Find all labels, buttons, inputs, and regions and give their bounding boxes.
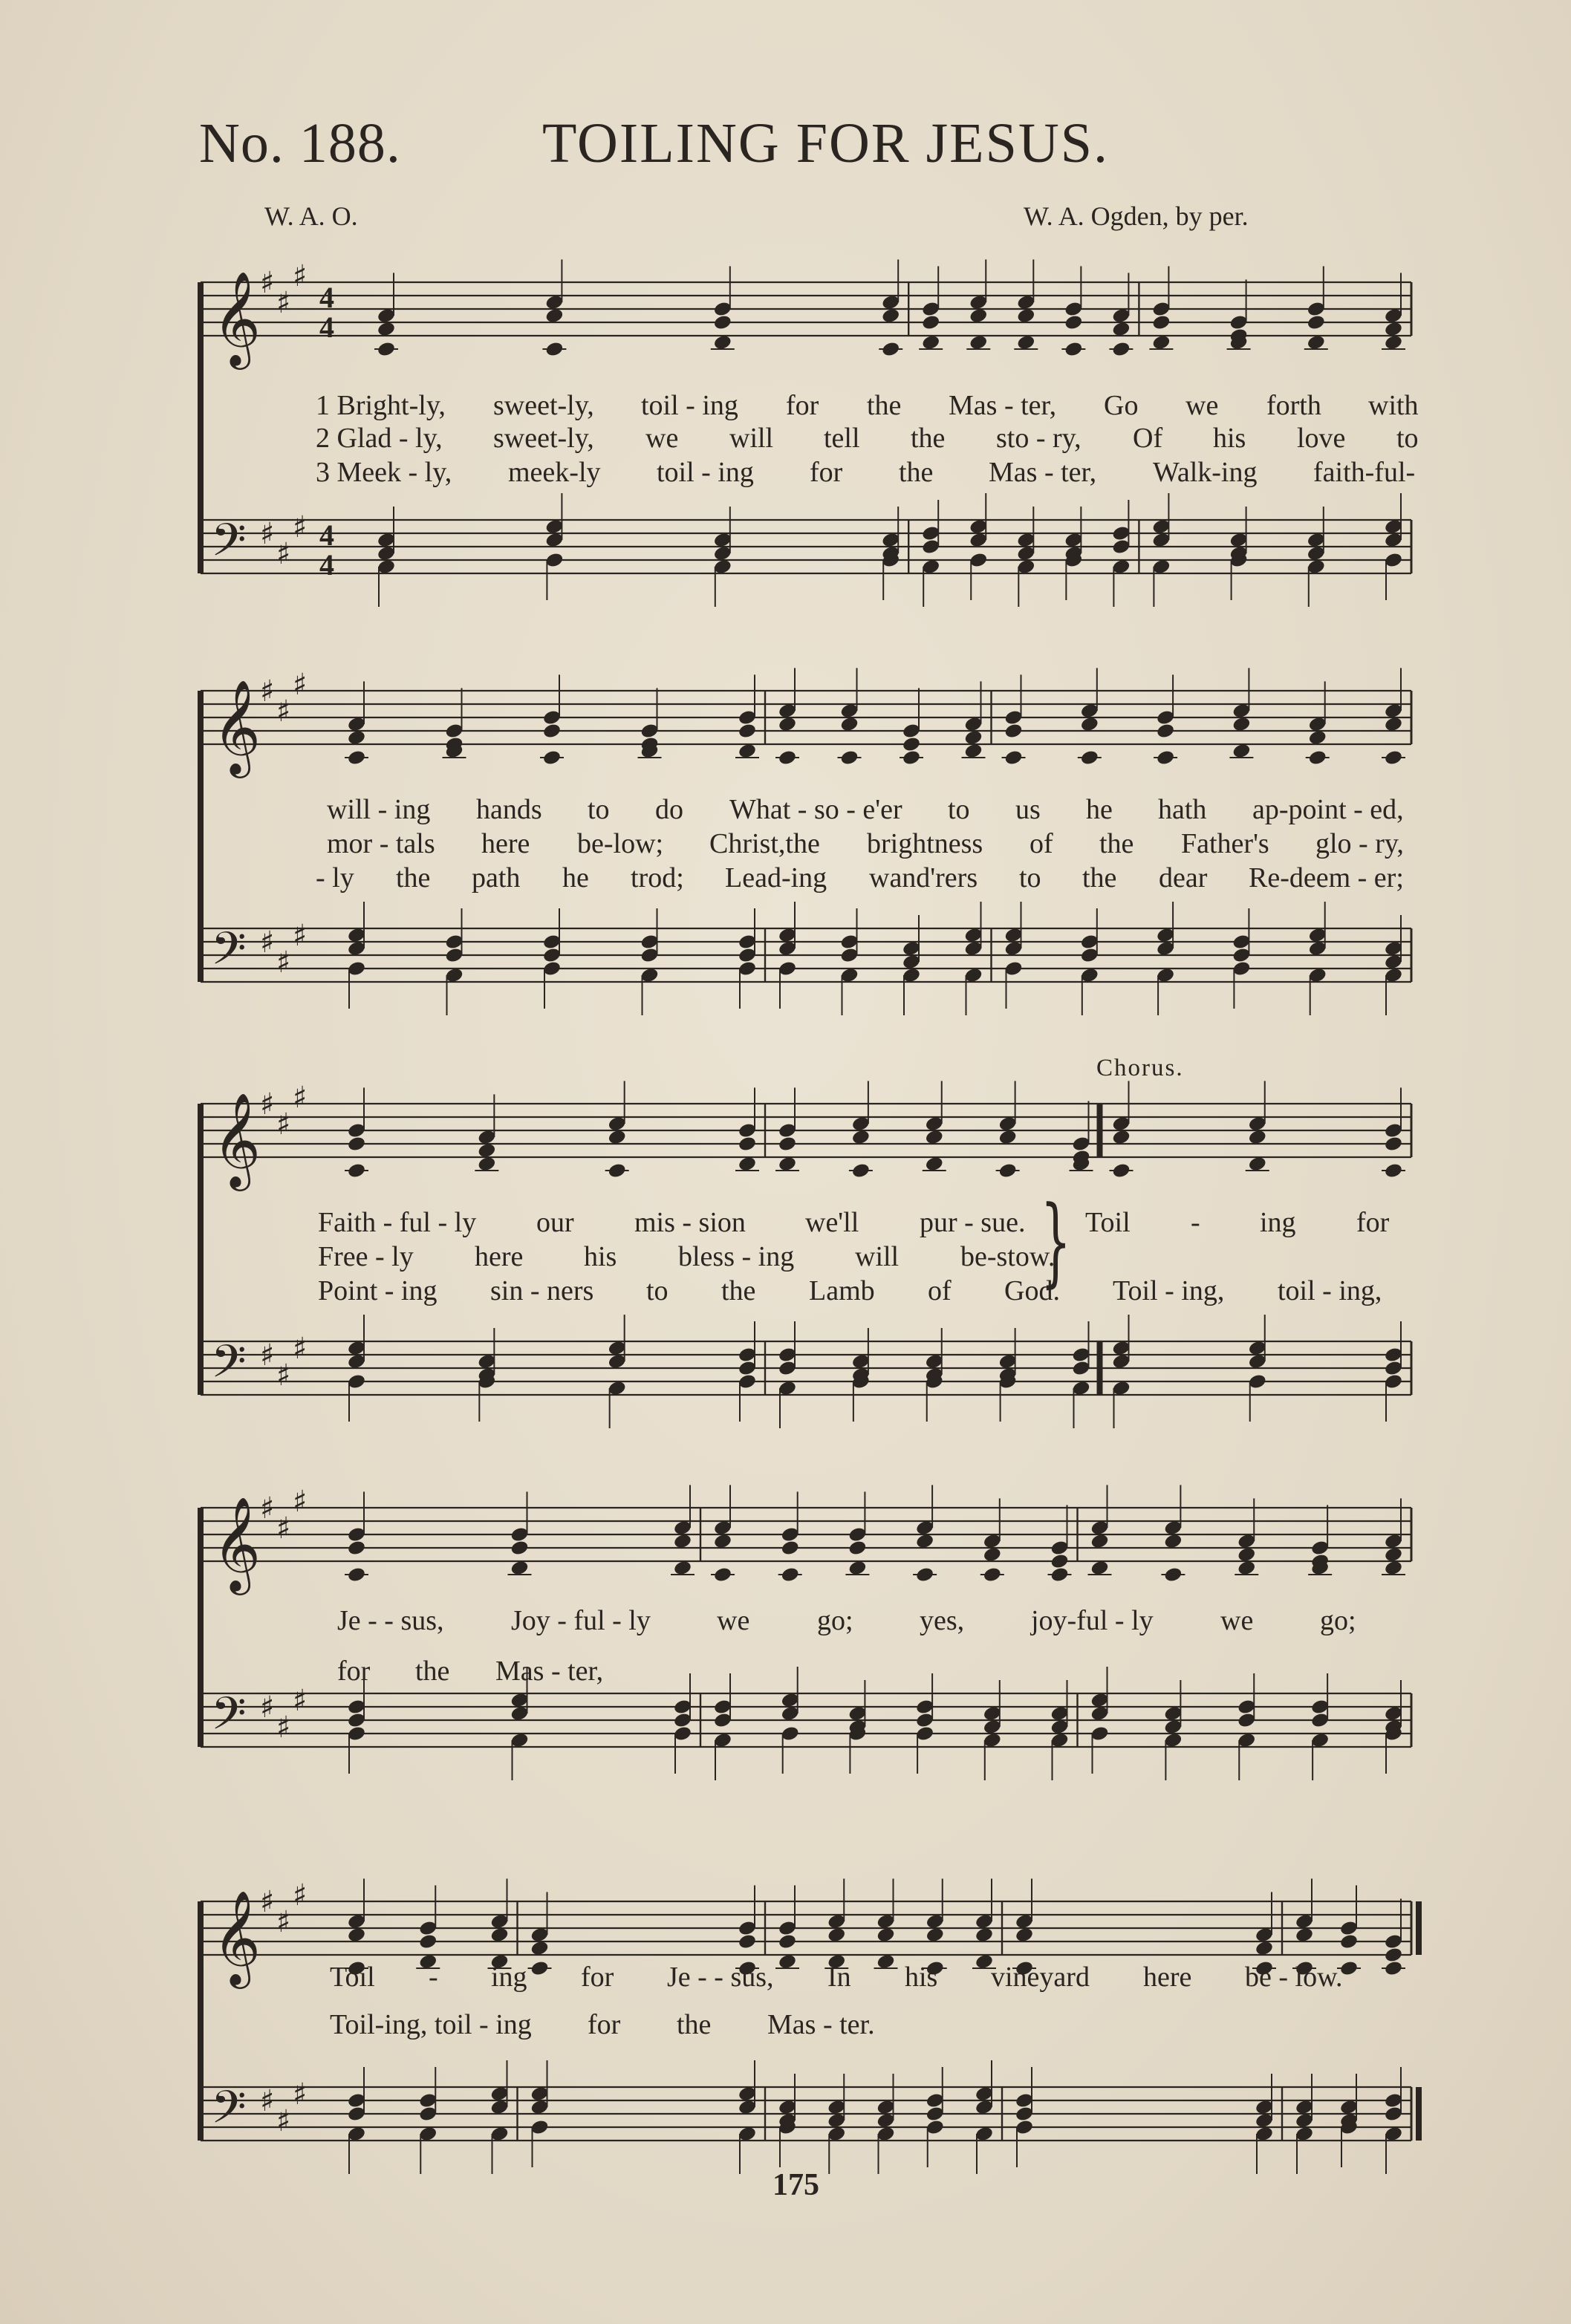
lyric-syllable: Walk-ing <box>1153 457 1258 488</box>
bass-clef-icon: 𝄢 <box>211 2081 247 2145</box>
sharp-icon: ♯ <box>293 1684 308 1718</box>
sharp-icon: ♯ <box>276 694 291 729</box>
lyric-syllable: pur - sue. <box>920 1207 1026 1238</box>
sharp-icon: ♯ <box>276 1711 291 1745</box>
notehead <box>673 1560 692 1577</box>
lyric-syllable: the <box>1082 862 1117 894</box>
notehead <box>510 1560 529 1577</box>
notehead <box>1111 321 1131 338</box>
lyric-syllable: we'll <box>805 1207 859 1238</box>
bass-clef-icon: 𝄢 <box>211 1335 247 1399</box>
lyric-syllable: sin - ners <box>490 1275 594 1306</box>
bass-clef-icon: 𝄢 <box>211 514 247 578</box>
lyric-syllable: sto - ry, <box>996 423 1082 454</box>
notehead <box>418 1933 438 1950</box>
sharp-icon: ♯ <box>276 1358 291 1393</box>
lyric-syllable: ap-point - ed, <box>1252 794 1404 825</box>
notehead <box>778 1933 797 1950</box>
lyric-syllable: vineyard <box>991 1962 1090 1993</box>
notehead <box>738 1933 757 1950</box>
lyric-syllable: for <box>588 2009 621 2040</box>
lyric-syllable: here <box>481 828 530 859</box>
lyric-syllable: Mas - ter, <box>495 1656 604 1687</box>
lyric-syllable: Toil - ing, <box>1113 1275 1225 1306</box>
sharp-icon: ♯ <box>293 1081 308 1115</box>
notehead <box>377 321 396 338</box>
lyric-syllable: go; <box>1320 1605 1356 1636</box>
sharp-icon: ♯ <box>276 286 291 320</box>
lyric-syllable: 2 Glad - ly, <box>316 423 443 454</box>
lyric-syllable: Christ,the <box>709 828 820 859</box>
notehead <box>778 1953 797 1970</box>
lyric-syllable: hath <box>1158 794 1207 825</box>
lyric-syllable: Je - - sus, <box>337 1605 444 1636</box>
time-signature-bass <box>319 518 334 582</box>
system-bracket <box>198 691 204 982</box>
lyric-syllable: we <box>1185 390 1219 421</box>
notehead <box>925 1129 944 1146</box>
lyric-syllable: his <box>905 1962 938 1993</box>
sharp-icon: ♯ <box>260 266 275 300</box>
bass-clef-icon: 𝄢 <box>211 922 247 986</box>
lyric-syllable: we <box>717 1605 750 1636</box>
notehead <box>1050 1553 1069 1570</box>
sharp-icon: ♯ <box>276 2104 291 2138</box>
lyric-syllable: toil - ing <box>641 390 738 421</box>
notehead <box>876 1927 895 1944</box>
notehead <box>926 1927 945 1944</box>
lyric-syllable: the <box>899 457 934 488</box>
bass-clef-icon: 𝄢 <box>211 1687 247 1751</box>
notehead <box>1384 1947 1403 1964</box>
sharp-icon: ♯ <box>260 517 275 551</box>
notehead <box>608 1129 627 1146</box>
notehead <box>1080 716 1099 733</box>
sharp-icon: ♯ <box>260 674 275 709</box>
lyric-syllable: of <box>928 1275 952 1306</box>
lyric-syllable: be - low. <box>1245 1962 1343 1993</box>
time-sig-num: 4 <box>319 281 334 314</box>
lyric-syllable: for <box>810 457 843 488</box>
lyric-syllable: the <box>677 2009 712 2040</box>
lyric-syllable: will <box>855 1241 900 1272</box>
notehead <box>1384 1546 1403 1563</box>
time-sig-num: 4 <box>319 518 334 552</box>
sharp-icon: ♯ <box>276 945 291 980</box>
notehead <box>983 1546 1002 1563</box>
lyric-syllable: bless - ing <box>678 1241 795 1272</box>
sharp-icon: ♯ <box>293 668 308 702</box>
lyric-syllable: - <box>429 1962 438 1993</box>
time-sig-den: 4 <box>319 310 334 344</box>
system-bracket <box>198 1104 204 1395</box>
clefs <box>211 668 307 986</box>
lyric-syllable: his <box>1213 423 1246 454</box>
sharp-icon: ♯ <box>293 259 308 293</box>
sharp-icon: ♯ <box>260 1491 275 1526</box>
notehead <box>1163 1533 1183 1550</box>
lyric-syllable: sweet-ly, <box>493 390 594 421</box>
lyric-syllable: glo - ry, <box>1315 828 1404 859</box>
notehead <box>1016 334 1035 351</box>
lyric-syllable: for <box>337 1656 371 1687</box>
lyric-syllable: will - ing <box>327 794 431 825</box>
notehead <box>1111 1129 1131 1146</box>
lyric-syllable: we <box>645 423 679 454</box>
clefs <box>211 1081 307 1399</box>
sharp-icon: ♯ <box>293 2077 308 2112</box>
lyric-syllable: to <box>948 794 970 825</box>
notehead <box>925 1156 944 1173</box>
lyric-syllable: meek-ly <box>508 457 601 488</box>
sharp-icon: ♯ <box>260 2084 275 2118</box>
hymn-number: No. 188. <box>199 112 401 175</box>
lyric-syllable: he <box>1086 794 1113 825</box>
lyric-syllable: the <box>721 1275 756 1306</box>
final-barline <box>1416 1901 1422 1955</box>
notehead <box>1016 307 1035 325</box>
lyric-syllable: to <box>588 794 610 825</box>
notehead <box>1339 1933 1359 1950</box>
lyric-syllable: for <box>786 390 819 421</box>
lyric-syllable: Toil-ing, toil - ing <box>330 2009 532 2040</box>
lyricist-credit: W. A. O. <box>264 201 358 231</box>
lyric-syllable: for <box>581 1962 614 1993</box>
lyric-syllable: be-stow. <box>960 1241 1056 1272</box>
notehead <box>839 716 859 733</box>
lyric-syllable: the <box>1099 828 1134 859</box>
notehead <box>1090 1533 1109 1550</box>
notehead <box>778 1156 797 1173</box>
lyric-syllable: Point - ing <box>318 1275 438 1306</box>
final-barline <box>1416 2087 1422 2141</box>
sharp-icon: ♯ <box>293 919 308 953</box>
notehead <box>1308 729 1327 746</box>
lyric-syllable: joy-ful - ly <box>1031 1605 1154 1636</box>
lyric-syllable: his <box>584 1241 617 1272</box>
lyric-syllable: trod; <box>631 862 684 894</box>
lyric-syllable: of <box>1030 828 1053 859</box>
sharp-icon: ♯ <box>260 1087 275 1122</box>
lyric-syllable: God. <box>1004 1275 1060 1306</box>
sharp-icon: ♯ <box>293 1878 308 1913</box>
sharp-icon: ♯ <box>276 537 291 571</box>
lyric-syllable: Joy - ful - ly <box>511 1605 651 1636</box>
treble-clef-icon: 𝄞 <box>212 679 261 774</box>
lyric-syllable: the <box>867 390 902 421</box>
lyric-syllable: forth <box>1266 390 1321 421</box>
notehead <box>1295 1927 1314 1944</box>
notehead <box>347 729 366 746</box>
notehead <box>489 1927 509 1944</box>
lyric-syllable: - ly <box>316 862 354 894</box>
grand-staff-4 <box>193 1485 1426 1827</box>
notehead <box>1004 723 1023 740</box>
sharp-icon: ♯ <box>260 1885 275 1919</box>
notehead <box>1090 1560 1109 1577</box>
clefs <box>211 1485 307 1751</box>
sharp-icon: ♯ <box>260 925 275 960</box>
lyric-syllable: to <box>1019 862 1041 894</box>
notehead <box>713 314 732 331</box>
composer-credit: W. A. Ogden, by per. <box>1024 201 1249 231</box>
notehead <box>673 1533 692 1550</box>
notehead <box>1307 314 1326 331</box>
notehead <box>542 723 562 740</box>
lyric-syllable: with <box>1368 390 1419 421</box>
lyric-syllable: wand'rers <box>869 862 978 894</box>
lyric-syllable: Mas - ter, <box>949 390 1057 421</box>
lyric-syllable: mis - sion <box>634 1207 746 1238</box>
lyric-syllable: do <box>655 794 683 825</box>
sharp-icon: ♯ <box>260 1338 275 1373</box>
treble-clef-icon: 𝄞 <box>212 1890 261 1985</box>
lyric-syllable: be-low; <box>577 828 664 859</box>
sharp-icon: ♯ <box>293 1332 308 1366</box>
notehead <box>1151 314 1171 331</box>
notehead <box>530 1940 549 1957</box>
notehead <box>1384 1560 1403 1577</box>
system-bracket <box>198 1901 204 2141</box>
notehead <box>1307 334 1326 351</box>
treble-clef-icon: 𝄞 <box>212 1496 261 1591</box>
lyric-syllable: Go <box>1104 390 1139 421</box>
notehead <box>848 1540 867 1557</box>
time-signature-treble <box>319 281 334 344</box>
lyric-syllable: toil - ing <box>657 457 754 488</box>
lyric-syllable: dear <box>1159 862 1208 894</box>
lyric-syllable: faith-ful- <box>1313 457 1416 488</box>
system-bracket <box>198 282 204 573</box>
lyric-syllable: ing <box>491 1962 527 1993</box>
treble-clef-icon: 𝄞 <box>212 1092 261 1187</box>
lyric-syllable: Father's <box>1181 828 1269 859</box>
notehead <box>969 334 988 351</box>
notehead <box>738 1156 757 1173</box>
lyric-syllable: Je - - sus, <box>667 1962 774 1993</box>
notehead <box>827 1927 846 1944</box>
lyric-syllable: will <box>729 423 774 454</box>
lyric-syllable: tell <box>824 423 860 454</box>
lyric-syllable: yes, <box>920 1605 965 1636</box>
notehead <box>851 1129 871 1146</box>
hymn-title: TOILING FOR JESUS. <box>542 112 1110 175</box>
sharp-icon: ♯ <box>260 1690 275 1725</box>
lyric-syllable: Toil <box>330 1962 375 1993</box>
barlines <box>518 1901 1422 2141</box>
lyric-syllable: What - so - e'er <box>729 794 902 825</box>
lyric-syllable: hands <box>476 794 542 825</box>
lyric-syllable: go; <box>817 1605 853 1636</box>
notehead <box>778 1136 797 1153</box>
notehead <box>963 743 983 760</box>
sharp-icon: ♯ <box>276 1905 291 1939</box>
notehead <box>1384 1136 1403 1153</box>
lyric-syllable: here <box>475 1241 524 1272</box>
sharp-icon: ♯ <box>276 1511 291 1546</box>
treble-clef-icon: 𝄞 <box>212 270 261 365</box>
lyric-syllable: the <box>396 862 431 894</box>
notehead <box>1384 334 1403 351</box>
notehead <box>1248 1156 1267 1173</box>
notehead <box>477 1142 496 1159</box>
notehead <box>778 716 797 733</box>
clefs <box>211 1878 307 2145</box>
lyric-syllable: 1 Bright-ly, <box>316 390 446 421</box>
lyric-syllable: Toil <box>1085 1207 1131 1238</box>
notehead <box>915 1533 934 1550</box>
page-number: 175 <box>773 2168 819 2202</box>
notehead <box>713 334 732 351</box>
notehead <box>902 736 921 753</box>
lyric-syllable: here <box>1143 1962 1192 1993</box>
notehead <box>738 723 757 740</box>
notehead <box>347 1136 366 1153</box>
lyric-syllable: Free - ly <box>318 1241 414 1272</box>
chorus-label: Chorus. <box>1096 1055 1184 1081</box>
notehead <box>1232 716 1251 733</box>
notehead <box>921 314 940 331</box>
lyric-syllable: path <box>472 862 521 894</box>
notehead <box>998 1129 1018 1146</box>
notehead <box>1156 723 1175 740</box>
chorus-barline <box>1097 1341 1103 1395</box>
lyric-syllable: ing <box>1260 1207 1296 1238</box>
notehead <box>881 307 900 325</box>
notehead <box>1151 334 1171 351</box>
lyric-syllable: Mas - ter. <box>767 2009 875 2040</box>
notehead <box>1237 1546 1256 1563</box>
notehead <box>1248 1129 1267 1146</box>
notehead <box>1255 1940 1274 1957</box>
lyric-syllable: mor - tals <box>327 828 435 859</box>
notehead <box>963 729 983 746</box>
notehead <box>1384 321 1403 338</box>
time-sig-den: 4 <box>319 548 334 582</box>
notehead <box>477 1156 496 1173</box>
notehead <box>1232 743 1251 760</box>
notehead <box>544 307 564 325</box>
lyric-syllable: brightness <box>867 828 983 859</box>
notehead <box>1384 716 1403 733</box>
sharp-icon: ♯ <box>276 1107 291 1142</box>
lyric-syllable: 3 Meek - ly, <box>316 457 452 488</box>
system-bracket <box>198 1508 204 1747</box>
notehead <box>738 743 757 760</box>
lyric-syllable: he <box>562 862 589 894</box>
sharp-icon: ♯ <box>293 510 308 544</box>
notehead <box>1237 1560 1256 1577</box>
notehead <box>876 1953 895 1970</box>
lyric-syllable: to <box>1396 423 1419 454</box>
lyric-syllable: for <box>1356 1207 1390 1238</box>
notehead <box>1064 314 1083 331</box>
notehead <box>975 1927 994 1944</box>
notehead <box>738 1136 757 1153</box>
lyric-syllable: sweet-ly, <box>493 423 594 454</box>
verse-brace: } <box>1040 1185 1072 1298</box>
lyric-syllable: our <box>536 1207 574 1238</box>
notehead <box>921 334 940 351</box>
notehead <box>347 1927 366 1944</box>
notehead <box>347 1540 366 1557</box>
lyric-syllable: love <box>1297 423 1346 454</box>
lyric-syllable: the <box>911 423 946 454</box>
lyric-syllable: we <box>1220 1605 1254 1636</box>
lyric-syllable: Lamb <box>809 1275 875 1306</box>
notehead <box>1015 1927 1034 1944</box>
lyric-syllable: Mas - ter, <box>989 457 1097 488</box>
lyric-syllable: In <box>827 1962 851 1993</box>
lyric-syllable: Faith - ful - ly <box>318 1207 477 1238</box>
notehead <box>848 1560 867 1577</box>
lyric-syllable: us <box>1015 794 1041 825</box>
lyric-syllable: Re-deem - er; <box>1249 862 1404 894</box>
lyric-syllable: the <box>415 1656 450 1687</box>
chorus-barline <box>1097 1104 1103 1157</box>
notehead <box>510 1540 529 1557</box>
lyric-syllable: Lead-ing <box>725 862 827 894</box>
lyric-syllable: - <box>1191 1207 1200 1238</box>
notehead <box>969 307 988 325</box>
notehead <box>781 1540 800 1557</box>
lyric-syllable: toil - ing, <box>1278 1275 1382 1306</box>
sharp-icon: ♯ <box>293 1485 308 1519</box>
lyric-syllable: Of <box>1133 423 1163 454</box>
notehead <box>713 1533 732 1550</box>
lyric-syllable: to <box>646 1275 669 1306</box>
